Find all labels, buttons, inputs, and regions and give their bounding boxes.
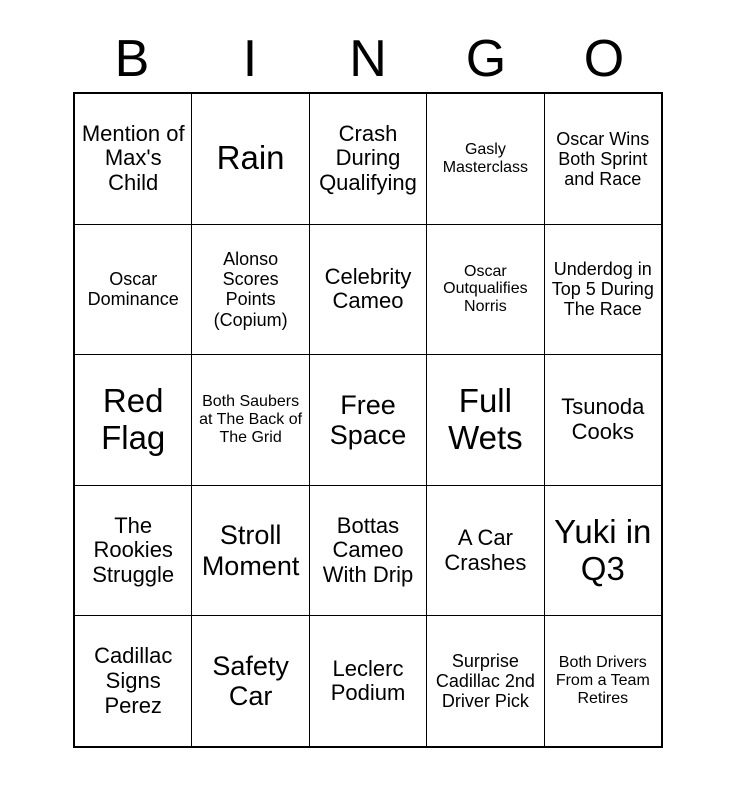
bingo-cell[interactable] [192, 486, 308, 616]
header-letter-g: G [465, 30, 507, 88]
bingo-cell[interactable] [427, 94, 543, 224]
bingo-cell-label: Bottas Cameo With Drip [322, 512, 414, 587]
bingo-cell-label: Crash During Qualifying [319, 120, 417, 196]
bingo-header [73, 26, 663, 92]
bingo-cell-label: Underdog in Top 5 During The Race [551, 259, 654, 320]
bingo-cell-label: Rain [216, 139, 285, 177]
bingo-cell[interactable] [310, 616, 426, 746]
bingo-cell[interactable] [75, 355, 191, 485]
bingo-cell[interactable] [545, 616, 661, 746]
bingo-cell-free-space[interactable] [310, 355, 426, 485]
bingo-cell[interactable] [75, 616, 191, 746]
bingo-cell[interactable] [310, 94, 426, 224]
bingo-cell-label: Yuki in Q3 [554, 512, 652, 587]
bingo-cell[interactable] [192, 355, 308, 485]
bingo-cell-label: A Car Crashes [444, 524, 527, 575]
header-letter-i: I [242, 30, 258, 88]
bingo-cell[interactable] [545, 225, 661, 355]
bingo-cell-label: Alonso Scores Points (Copium) [213, 249, 288, 330]
bingo-cell-label: Both Saubers at The Back of The Grid [199, 393, 303, 446]
bingo-cell[interactable] [75, 225, 191, 355]
bingo-cell-label: Celebrity Cameo [324, 263, 412, 314]
bingo-cell[interactable] [545, 355, 661, 485]
bingo-cell[interactable] [192, 94, 308, 224]
bingo-cell-label: Surprise Cadillac 2nd Driver Pick [435, 650, 535, 712]
bingo-cell-label: Red Flag [101, 382, 166, 456]
bingo-cell[interactable] [75, 94, 191, 224]
bingo-cell[interactable] [192, 225, 308, 355]
bingo-cell-label: Oscar Dominance [87, 269, 179, 310]
bingo-cell-label: Tsunoda Cooks [561, 394, 645, 444]
header-letter-n: N [349, 30, 387, 88]
bingo-cell-label: Cadillac Signs Perez [94, 643, 173, 718]
bingo-cell-label: Gasly Masterclass [442, 140, 529, 176]
bingo-cell[interactable] [310, 486, 426, 616]
bingo-cell[interactable] [192, 616, 308, 746]
bingo-cell-label: The Rookies Struggle [92, 512, 175, 587]
bingo-cell-label: Safety Car [212, 650, 289, 712]
bingo-cell[interactable] [545, 486, 661, 616]
bingo-cell-label: Both Drivers From a Team Retires [555, 654, 650, 708]
bingo-cell[interactable] [427, 225, 543, 355]
bingo-cell[interactable] [75, 486, 191, 616]
bingo-grid [73, 92, 663, 748]
header-letter-o: O [583, 30, 625, 88]
bingo-cell[interactable] [545, 94, 661, 224]
bingo-cell-label: Stroll Moment [201, 520, 300, 581]
bingo-cell[interactable] [310, 225, 426, 355]
bingo-cell-label: Leclerc Podium [330, 655, 406, 706]
bingo-cell-label: Full Wets [448, 382, 523, 456]
bingo-cell[interactable] [427, 486, 543, 616]
bingo-cell-label: Mention of Max's Child [81, 120, 185, 196]
bingo-cell-label: Free Space [329, 389, 407, 450]
bingo-cell-label: Oscar Wins Both Sprint and Race [556, 128, 650, 189]
bingo-cell[interactable] [427, 616, 543, 746]
header-letter-b: B [114, 30, 150, 88]
bingo-cell-label: Oscar Outqualifies Norris [443, 262, 528, 316]
bingo-cell[interactable] [427, 355, 543, 485]
